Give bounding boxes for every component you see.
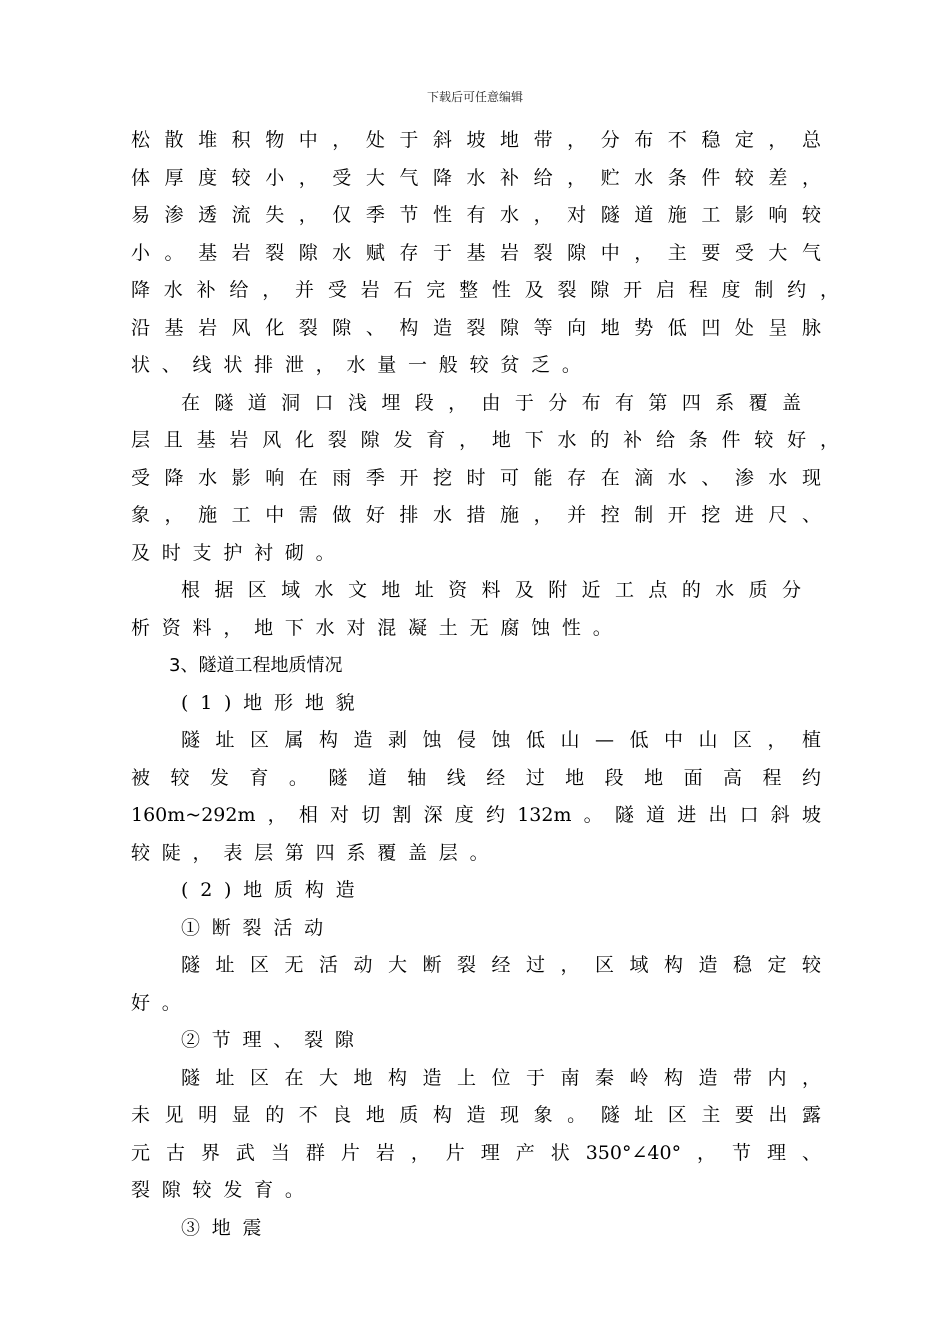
text-line: 易渗透流失，仅季节性有水，对隧道施工影响较: [131, 204, 821, 226]
text-line: 160m~292m，相对切割深度约132m。隧道进出口斜坡: [131, 804, 821, 826]
text-line: 未见明显的不良地质构造现象。隧址区主要出露: [131, 1104, 821, 1126]
text-line: 在隧道洞口浅埋段，由于分布有第四系覆盖: [181, 391, 801, 414]
text-line: 较陡，表层第四系覆盖层。: [131, 841, 501, 864]
text-line: 根据区域水文地址资料及附近工点的水质分: [181, 579, 801, 601]
text-line: 被较发育。隧道轴线经过地段地面高程约: [131, 766, 821, 789]
text-line: 松散堆积物中，处于斜坡地带，分布不稳定，总: [131, 129, 821, 151]
text-line: 析资料，地下水对混凝土无腐蚀性。: [131, 616, 624, 639]
text-line: 降水补给，并受岩石完整性及裂隙开启程度制约，: [131, 279, 839, 301]
document-body: [131, 122, 839, 1247]
text-line: 隧址区在大地构造上位于南秦岭构造带内，: [181, 1066, 821, 1089]
subsection-title: ②节理、裂隙: [181, 1029, 366, 1051]
text-line: 小。基岩裂隙水赋存于基岩裂隙中，主要受大气: [131, 241, 821, 264]
text-line: 体厚度较小，受大气降水补给，贮水条件较差，: [131, 166, 821, 189]
text-line: 状、线状排泄，水量一般较贫乏。: [131, 354, 593, 376]
text-line: 沿基岩风化裂隙、构造裂隙等向地势低凹处呈脉: [131, 316, 821, 339]
text-line: 受降水影响在雨季开挖时可能存在滴水、渗水现: [131, 466, 821, 489]
section-heading: 3、隧道工程地质情况: [169, 655, 343, 676]
text-line: 好。: [131, 991, 193, 1014]
subsection-title: (2)地质构造: [181, 879, 367, 901]
subsection-title: (1)地形地貌: [181, 691, 367, 714]
text-line: 及时支护衬砌。: [131, 541, 347, 564]
text-line: 象，施工中需做好排水措施，并控制开挖进尺、: [131, 504, 821, 526]
text-line: 隧址区属构造剥蚀侵蚀低山—低中山区，植: [181, 729, 821, 751]
subsection-title: ①断裂活动: [181, 916, 335, 939]
subsection-title: ③地震: [181, 1216, 274, 1239]
text-line: 隧址区无活动大断裂经过，区域构造稳定较: [181, 954, 821, 976]
text-line: 裂隙较发育。: [131, 1179, 316, 1201]
text-line: 元古界武当群片岩，片理产状350°∠40°，节理、: [131, 1141, 821, 1164]
text-line: 层且基岩风化裂隙发育，地下水的补给条件较好，: [131, 429, 839, 451]
page-header: 下载后可任意编辑: [426, 90, 523, 104]
